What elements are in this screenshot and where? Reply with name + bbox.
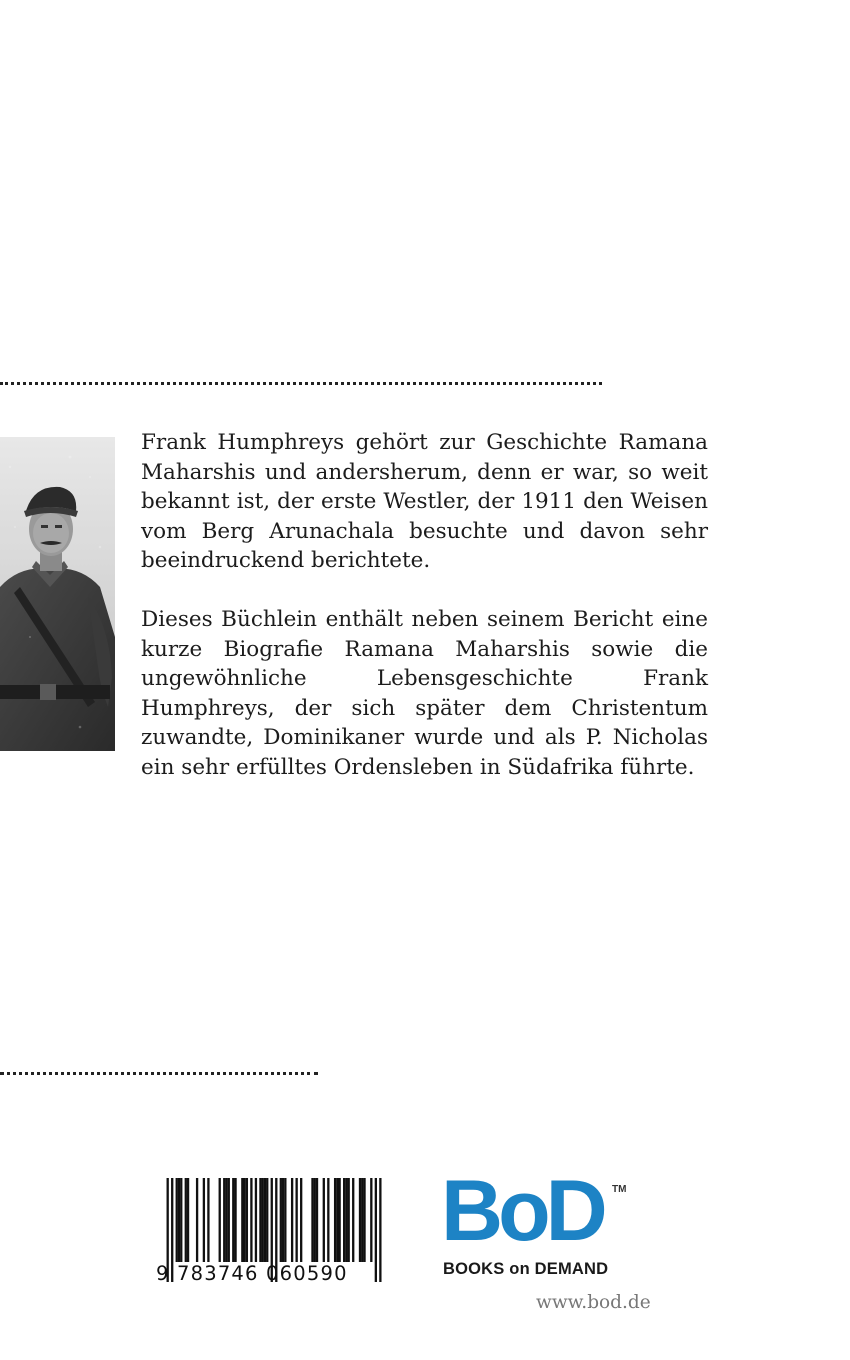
isbn-digits: 9 783746 060590 <box>156 1262 348 1285</box>
barcode-bar <box>284 1178 286 1262</box>
barcode-bar <box>246 1178 248 1262</box>
barcode-bar <box>180 1178 182 1262</box>
back-cover-blurb <box>141 428 708 783</box>
barcode-bar <box>176 1178 178 1262</box>
barcode-bar <box>359 1178 361 1262</box>
barcode-bar <box>255 1178 257 1262</box>
bod-logo-mark: BoD <box>441 1163 603 1259</box>
barcode-bar <box>345 1178 347 1262</box>
dotted-divider-top <box>0 382 602 385</box>
barcode-bar <box>352 1178 354 1262</box>
trademark-symbol: TM <box>612 1184 627 1195</box>
barcode-bar <box>259 1178 261 1262</box>
barcode-bar <box>262 1178 264 1262</box>
barcode-bar <box>264 1178 266 1262</box>
barcode-bar <box>323 1178 325 1262</box>
barcode-bar <box>338 1178 340 1262</box>
barcode-bar <box>295 1178 297 1262</box>
barcode-bar <box>300 1178 302 1262</box>
barcode-bar <box>241 1178 243 1262</box>
dotted-divider-bottom <box>0 1072 318 1075</box>
barcode-bar <box>370 1178 372 1262</box>
barcode-bar <box>282 1178 284 1262</box>
blurb-paragraph-2: Dieses Büchlein enthält neben seinem Bericht eine kurze Biografie Ramana Maharshis sowie die ungewöhnliche Lebensgeschichte Frank Humphreys, der sich später dem Christentum zuwandte, Dominikaner wurde und als P. Nicholas ein sehr erfülltes Ordensleben in Südafrika führte. <box>141 606 708 780</box>
barcode-bar <box>336 1178 338 1262</box>
barcode-bar <box>185 1178 187 1262</box>
barcode-bar <box>203 1178 205 1262</box>
publisher-logo <box>441 1163 631 1281</box>
publisher-website: www.bod.de <box>536 1292 651 1313</box>
barcode-bar <box>343 1178 345 1262</box>
barcode-bar <box>234 1178 236 1262</box>
barcode-bar <box>225 1178 227 1262</box>
blurb-paragraph-1: Frank Humphreys gehört zur Geschichte Ramana Maharshis und andersherum, denn er war, so weit bekannt ist, der erste Westler, der 1911 den Weisen vom Berg Arunachala besuchte und davon sehr beeindruckend berichtete. <box>141 430 708 574</box>
barcode-bar <box>178 1178 180 1262</box>
barcode-bar <box>228 1178 230 1262</box>
barcode-bar <box>316 1178 318 1262</box>
publisher-tagline: BOOKS on DEMAND <box>443 1260 609 1278</box>
barcode-bar <box>187 1178 189 1262</box>
barcode-bar <box>207 1178 209 1262</box>
barcode-bar <box>314 1178 316 1262</box>
barcode-bar <box>219 1178 221 1262</box>
barcode-bar <box>266 1178 268 1262</box>
barcode-bar <box>363 1178 365 1262</box>
barcode-bar <box>196 1178 198 1262</box>
barcode-bar <box>334 1178 336 1262</box>
author-photo <box>0 437 115 751</box>
barcode-bar <box>223 1178 225 1262</box>
barcode-bar <box>311 1178 313 1262</box>
barcode-bar <box>232 1178 234 1262</box>
barcode-bar <box>243 1178 245 1262</box>
barcode-bar <box>291 1178 293 1262</box>
barcode-bar <box>361 1178 363 1262</box>
barcode-bar <box>280 1178 282 1262</box>
barcode-bar <box>250 1178 252 1262</box>
barcode-bar <box>327 1178 329 1262</box>
barcode-bar <box>348 1178 350 1262</box>
